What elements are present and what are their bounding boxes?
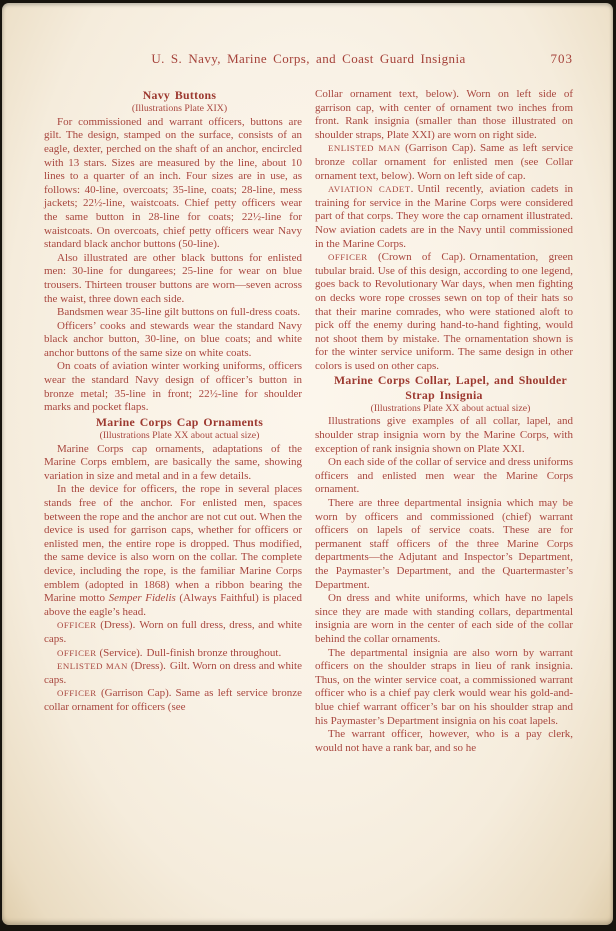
section-heading-cap-ornaments: Marine Corps Cap Ornaments (95, 414, 264, 429)
paragraph (44, 483, 302, 619)
paragraph-text: In the device for officers, the rope in several places stands free of the anchor. For enlisted men, spaces between the rope and the anchor are not cut out. When the device is used for garrison caps, whether for officers or enlisted men, the entire rope is dropped. Thus modified, the same device is also worn on the collar. The complete device, including the rope, is the familiar Marine Corps emblem (adopted in 1868) when a ribbon bearing the Marine motto (44, 483, 302, 605)
left-column (44, 88, 302, 755)
section-heading-navy-buttons: Navy Buttons (142, 88, 217, 102)
entry-term: OFFICER (57, 620, 97, 631)
entry-term: OFFICER (57, 688, 97, 699)
paragraph: Bandsmen wear 35-line gilt buttons on full-dress coats. (57, 306, 301, 319)
paper-page (2, 3, 613, 925)
paragraph: The warrant officer, however, who is a pay clerk, would not have a rank bar, and so he (315, 728, 573, 754)
entry-qualifier: (Dress). (96, 619, 136, 632)
italic-motto: Semper Fidelis (108, 592, 176, 605)
entry-qualifier: (Garrison Cap). (400, 142, 476, 155)
entry-text: Ornamentation, green tubular braid. Use of this design, according to one legend, goes back to Revolutionary War days, when men fighting on decks wore rope crosses sewn on top of their hats so that their marine comrades, who were stationed aloft to pick off the enemy during hand-to-hand fighting, would not shoot them by mistake. The ornamentation shown is for the winter service uniform. The same design in other colors is used on other caps. (315, 251, 573, 372)
entry-term: ENLISTED MAN (328, 143, 401, 154)
entry-term: OFFICER (328, 252, 368, 263)
entry-qualifier: (Garrison Cap). (96, 687, 172, 700)
page-number: 703 (550, 51, 573, 66)
page-content (44, 51, 573, 755)
entry-text: Dull-finish bronze throughout. (146, 646, 282, 659)
paragraph: Also illustrated are other black buttons for enlisted men: 30-line for dungarees; 25-line for wear on blue trousers. Thirteen trouser buttons are worn—seven across the waist, three down each side. (44, 251, 302, 305)
entry-text: Gilt. Worn on dress and white caps. (44, 660, 302, 686)
entry-term: AVIATION CADET (328, 184, 411, 195)
paragraph: On each side of the collar of service and dress uniforms officers and enlisted men wear the Marine Corps ornament. (315, 456, 573, 496)
paragraph-text: (Always Faithful) is placed above the eagle’s head. (44, 592, 302, 618)
entry-paragraph (44, 647, 302, 661)
entry-qualifier: (Crown of Cap). (367, 251, 466, 264)
running-header-title: U. S. Navy, Marine Corps, and Coast Guard Insignia (151, 51, 466, 66)
paragraph: The departmental insignia are also worn by warrant officers on the shoulder straps in lieu of rank insignia. Thus, on the winter service coat, a commissioned warrant officer who is a chief pay clerk would wear his gold-and-blue chief warrant officer’s bar on his shoulder strap and his Paymaster’s Department insignia on his coat lapels. (315, 646, 573, 727)
section-heading-collar-lapel: Marine Corps Collar, Lapel, and Shoulder Strap Insignia (333, 373, 568, 402)
entry-paragraph (44, 660, 302, 687)
entry-text: Worn on full dress, dress, and white caps. (44, 619, 302, 645)
section-subheading: (Illustrations Plate XIX) (131, 103, 228, 115)
entry-paragraph (44, 619, 302, 646)
entry-text: Until recently, aviation cadets in training for service in the Marine Corps were considered part of that corps. They wore the cap ornament illustrated. Now aviation cadets are in the Navy until commissioned in the Marine Corps. (315, 183, 574, 250)
entry-term: ENLISTED MAN (57, 661, 128, 672)
entry-term: OFFICER (57, 647, 97, 658)
continuation-paragraph: Collar ornament text, below). Worn on left side of garrison cap, with center of ornament two inches from front. Rank insignia (smaller than those illustrated on shoulder straps, Plate XXI) are worn on right side. (315, 88, 573, 141)
paragraph: There are three departmental insignia which may be worn by officers and commissioned (chief) warrant officers on lapels of service coats. These are for permanent staff officers of the three Marine Corps departments—the Adjutant and Inspector’s Department, the Paymaster’s Department, and the Quartermaster’s Department. (315, 497, 573, 591)
entry-paragraph (315, 142, 573, 183)
right-column (315, 88, 573, 755)
paragraph: Marine Corps cap ornaments, adaptations of the Marine Corps emblem, are basically the same, showing variation in size and metal and in a few details. (44, 442, 302, 482)
paragraph: Illustrations give examples of all collar, lapel, and shoulder strap insignia worn by the Marine Corps, with exception of rank insignia shown on Plate XXI. (315, 415, 573, 455)
entry-paragraph (315, 251, 573, 373)
entry-text: Same as left service bronze collar ornament for officers (see (44, 687, 302, 713)
paragraph: On dress and white uniforms, which have no lapels since they are made with standing collars, departmental insignia are worn in the center of each side of the collar behind the collar ornaments. (315, 592, 573, 645)
entry-qualifier: (Dress). (127, 660, 166, 673)
section-subheading: (Illustrations Plate XX about actual size) (370, 402, 531, 414)
entry-text: Same as left service bronze collar ornament for enlisted men (see Collar ornament text, below). Worn on left side of cap. (315, 142, 574, 182)
entry-qualifier: (Service). (96, 646, 143, 659)
text-columns (44, 88, 573, 755)
running-header (44, 51, 573, 67)
entry-qualifier: . (410, 183, 414, 196)
paragraph: Officers’ cooks and stewards wear the standard Navy black anchor button, 30-line, on blue coats; and white anchor buttons of the same size on white coats. (44, 319, 302, 359)
paragraph: For commissioned and warrant officers, buttons are gilt. The design, stamped on the surface, consists of an eagle, dexter, perched on the shaft of an anchor, encircled with 13 stars. Sizes are measured by the line, about 10 lines to a quarter of an inch. Four sizes are in use, as follows: 40-line, overcoats; 35-line, coats; 28-line, mess jackets; 22½-line, waistcoats. Chief petty officers wear the same button in 28-line for coats; 22½-line for waistcoats. On overcoats, chief petty officers wear Navy standard black anchor buttons (50-line). (44, 115, 302, 251)
entry-paragraph (315, 183, 573, 251)
section-subheading: (Illustrations Plate XX about actual size) (99, 430, 260, 442)
paragraph: On coats of aviation winter working uniforms, officers wear the standard Navy design of officer’s button in bronze metal; 35-line in front; 22½-line for shoulder marks and pocket flaps. (44, 360, 302, 414)
entry-paragraph (44, 687, 302, 714)
